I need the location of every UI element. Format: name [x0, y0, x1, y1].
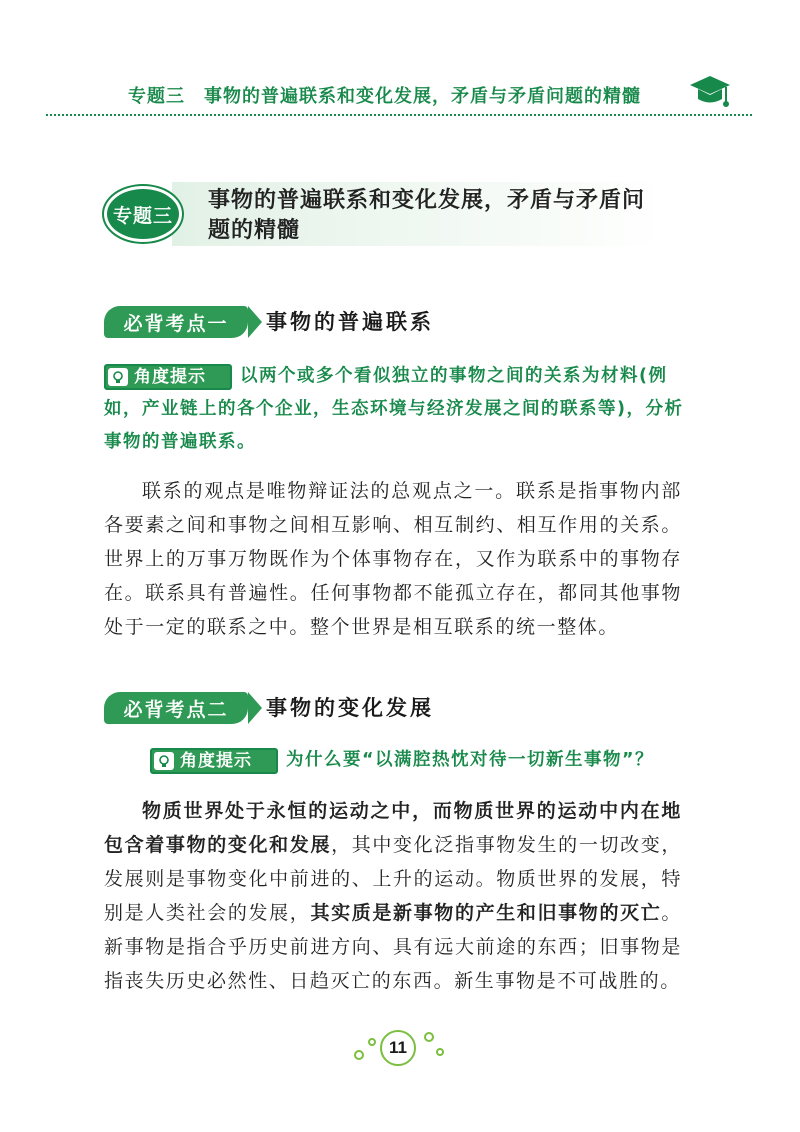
- hint-text: 以两个或多个看似独立的事物之间的关系为材料(例如，产业链上的各个企业，生态环境与经济发展之间的联系等)，分析事物的普遍联系。: [104, 366, 684, 452]
- hint-label: 角度提示: [134, 367, 206, 387]
- decor-bubble: [354, 1050, 364, 1060]
- hint-tag: [150, 748, 278, 774]
- section-2-hint: [150, 748, 690, 778]
- footer: [340, 1020, 460, 1076]
- section-2-paragraph: [104, 794, 682, 998]
- topic-badge: 专题三: [104, 186, 182, 242]
- section-2-heading: [104, 690, 664, 726]
- graduation-cap-icon: [688, 72, 732, 112]
- section-1-pill: 必背考点一: [104, 306, 248, 338]
- decor-bubble: [368, 1038, 376, 1046]
- section-2-pill: 必背考点二: [104, 692, 248, 724]
- paragraph-text-1: ，其中变化泛指事物发生的一切改变，发展则是事物变化中前进的、上升的运动。物质世界的发展，特别是人类社会的发展，: [104, 834, 682, 924]
- running-header: [0, 72, 800, 112]
- key-statement-1: 物质世界处于永恒的运动之中，而物质世界的运动中内在地包含着事物的变化和发展: [104, 800, 682, 856]
- decor-bubble: [436, 1048, 444, 1056]
- key-statement-2: 其实质是新事物的产生和旧事物的灭亡: [310, 902, 662, 924]
- paragraph-text-2: 。新事物是指合乎历史前进方向、具有远大前途的东西；旧事物是指丧失历史必然性、日趋灭亡的东西。新生事物是不可战胜的。: [104, 902, 682, 992]
- section-2-title: 事物的变化发展: [266, 695, 434, 720]
- lightbulb-icon: [154, 752, 174, 770]
- running-header-text: 专题三 事物的普遍联系和变化发展，矛盾与矛盾问题的精髓: [128, 86, 641, 107]
- header-divider: [46, 114, 752, 116]
- hint-label: 角度提示: [180, 751, 252, 771]
- topic-title: 事物的普遍联系和变化发展，矛盾与矛盾问题的精髓: [208, 188, 646, 243]
- decor-bubble: [424, 1032, 434, 1042]
- section-1-paragraph: 联系的观点是唯物辩证法的总观点之一。联系是指事物内部各要素之间和事物之间相互影响、相互制约、相互作用的关系。世界上的万事万物既作为个体事物存在，又作为联系中的事物存在。联系具有普遍性。任何事物都不能孤立存在，都同其他事物处于一定的联系之中。整个世界是相互联系的统一整体。: [104, 480, 682, 638]
- section-1-heading: [104, 304, 664, 340]
- section-1-title: 事物的普遍联系: [266, 309, 434, 334]
- hint-text: 为什么要“以满腔热忱对待一切新生事物”？: [286, 750, 655, 770]
- topic-block: [104, 180, 664, 248]
- page-number: 11: [380, 1030, 416, 1066]
- section-1-hint: [104, 364, 684, 464]
